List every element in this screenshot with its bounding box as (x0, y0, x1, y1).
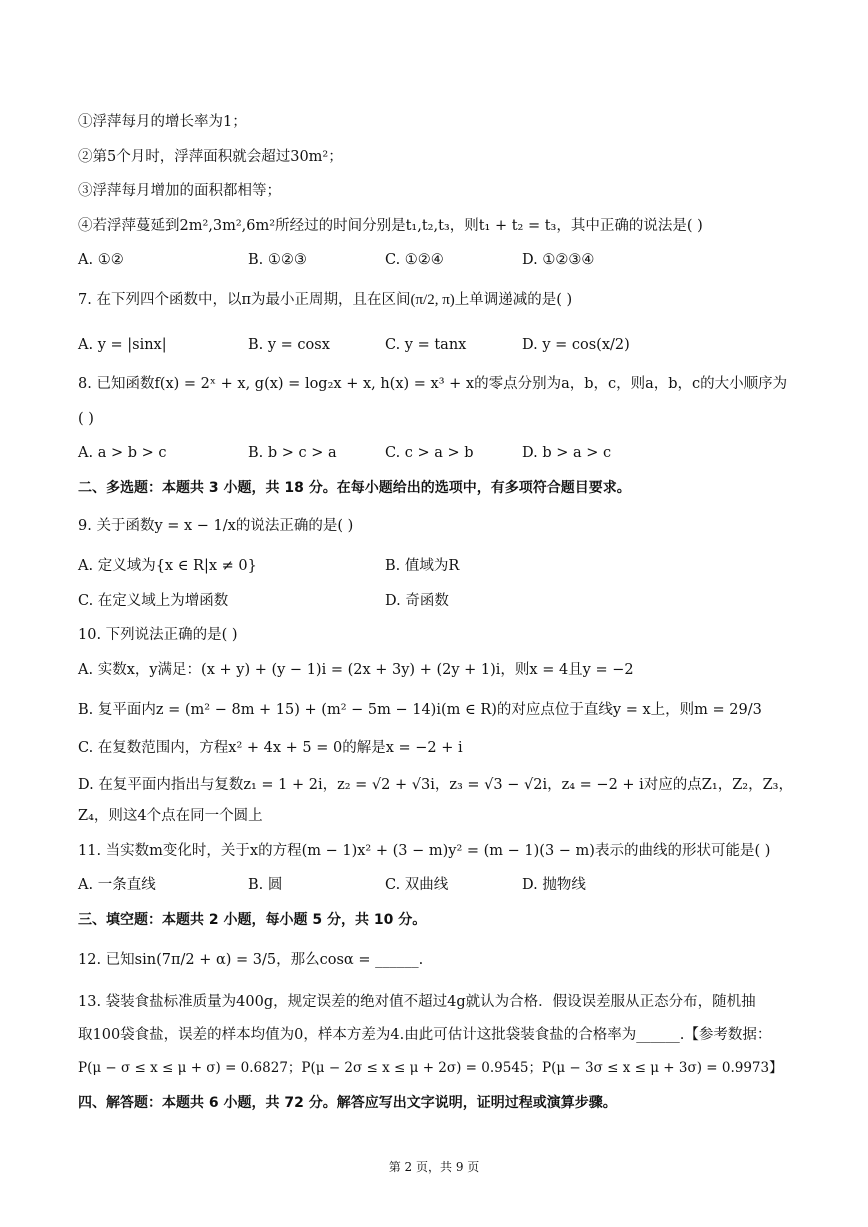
q10-option-d-line2: Z₄，则这4个点在同一个圆上 (78, 808, 263, 824)
q7-option-a: A. y = |sinx| (78, 337, 167, 353)
q7-stem (78, 290, 572, 310)
section-2-heading: 二、多选题：本题共 3 小题，共 18 分。在每小题给出的选项中，有多项符合题目要求。 (78, 480, 631, 496)
q9-option-d: D. 奇函数 (385, 593, 449, 609)
q12-stem: 12. 已知sin(7π/2 + α) = 3/5，那么cosα = ______. (78, 952, 424, 968)
q6-statement-3: ③浮萍每月增加的面积都相等； (78, 183, 281, 199)
q9-option-b: B. 值域为R (385, 558, 460, 574)
q9-option-c: C. 在定义域上为增函数 (78, 593, 229, 609)
q7-option-b: B. y = cosx (248, 337, 330, 353)
q10-option-c: C. 在复数范围内，方程x² + 4x + 5 = 0的解是x = −2 + i (78, 740, 463, 756)
q11-option-b: B. 圆 (248, 877, 283, 893)
q10-stem: 10. 下列说法正确的是( ) (78, 627, 238, 643)
q7-option-c: C. y = tanx (385, 337, 467, 353)
q6-option-a: A. ①② (78, 252, 124, 268)
q8-option-b: B. b > c > a (248, 445, 337, 461)
q7-stem-a: 7. 在下列四个函数中，以π为最小正周期，且在区间 (78, 292, 411, 308)
q10-option-b: B. 复平面内z = (m² − 8m + 15) + (m² − 5m − 14)i(m ∈ R)的对应点位于直线y = x上，则m = 29/3 (78, 702, 762, 718)
q7-stem-b: 上单调递减的是( ) (454, 292, 573, 308)
q11-option-d: D. 抛物线 (522, 877, 586, 893)
q7-option-d: D. y = cos(x/2) (522, 337, 630, 353)
q6-statement-2: ②第5个月时，浮萍面积就会超过30m²； (78, 149, 343, 165)
q10-option-a: A. 实数x，y满足：(x + y) + (y − 1)i = (2x + 3y) + (2y + 1)i，则x = 4且y = −2 (78, 662, 634, 678)
q6-statement-4: ④若浮萍蔓延到2m²,3m²,6m²所经过的时间分别是t₁,t₂,t₃，则t₁ + t₂ = t₃，其中正确的说法是( ) (78, 218, 703, 234)
q7-interval: (π/2, π) (410, 292, 455, 308)
q13-line-1: 13. 袋装食盐标准质量为400g，规定误差的绝对值不超过4g就认为合格．假设误差服从正态分布，随机抽 (78, 994, 756, 1010)
q10-option-d-line1: D. 在复平面内指出与复数z₁ = 1 + 2i，z₂ = √2 + √3i，z₃ = √3 − √2i，z₄ = −2 + i对应的点Z₁，Z₂，Z₃， (78, 777, 793, 793)
q8-stem: 8. 已知函数f(x) = 2ˣ + x, g(x) = log₂x + x, h(x) = x³ + x的零点分别为a，b，c，则a，b，c的大小顺序为 (78, 376, 788, 392)
page-footer: 第 2 页，共 9 页 (388, 1160, 480, 1174)
section-3-heading: 三、填空题：本题共 2 小题，每小题 5 分，共 10 分。 (78, 912, 427, 928)
q6-option-d: D. ①②③④ (522, 252, 595, 268)
q13-line-2: 取100袋食盐，误差的样本均值为0，样本方差为4.由此可估计这批袋装食盐的合格率为______.【参考数据： (78, 1027, 772, 1043)
q8-stem-cont: ( ) (78, 411, 94, 427)
q11-stem: 11. 当实数m变化时，关于x的方程(m − 1)x² + (3 − m)y² = (m − 1)(3 − m)表示的曲线的形状可能是( ) (78, 843, 771, 859)
q11-option-c: C. 双曲线 (385, 877, 449, 893)
q6-statement-1: ①浮萍每月的增长率为1； (78, 114, 247, 130)
q13-line-3: P(μ − σ ≤ x ≤ μ + σ) = 0.6827；P(μ − 2σ ≤ x ≤ μ + 2σ) = 0.9545；P(μ − 3σ ≤ x ≤ μ + 3σ) = 0.9973】 (78, 1060, 783, 1076)
q6-option-c: C. ①②④ (385, 252, 444, 268)
q11-option-a: A. 一条直线 (78, 877, 156, 893)
q8-option-d: D. b > a > c (522, 445, 612, 461)
q8-option-c: C. c > a > b (385, 445, 474, 461)
q8-option-a: A. a > b > c (78, 445, 167, 461)
q6-option-b: B. ①②③ (248, 252, 307, 268)
q9-option-a: A. 定义域为{x ∈ R|x ≠ 0} (78, 558, 257, 574)
q9-stem: 9. 关于函数y = x − 1/x的说法正确的是( ) (78, 518, 354, 534)
section-4-heading: 四、解答题：本题共 6 小题，共 72 分。解答应写出文字说明，证明过程或演算步骤。 (78, 1095, 617, 1111)
